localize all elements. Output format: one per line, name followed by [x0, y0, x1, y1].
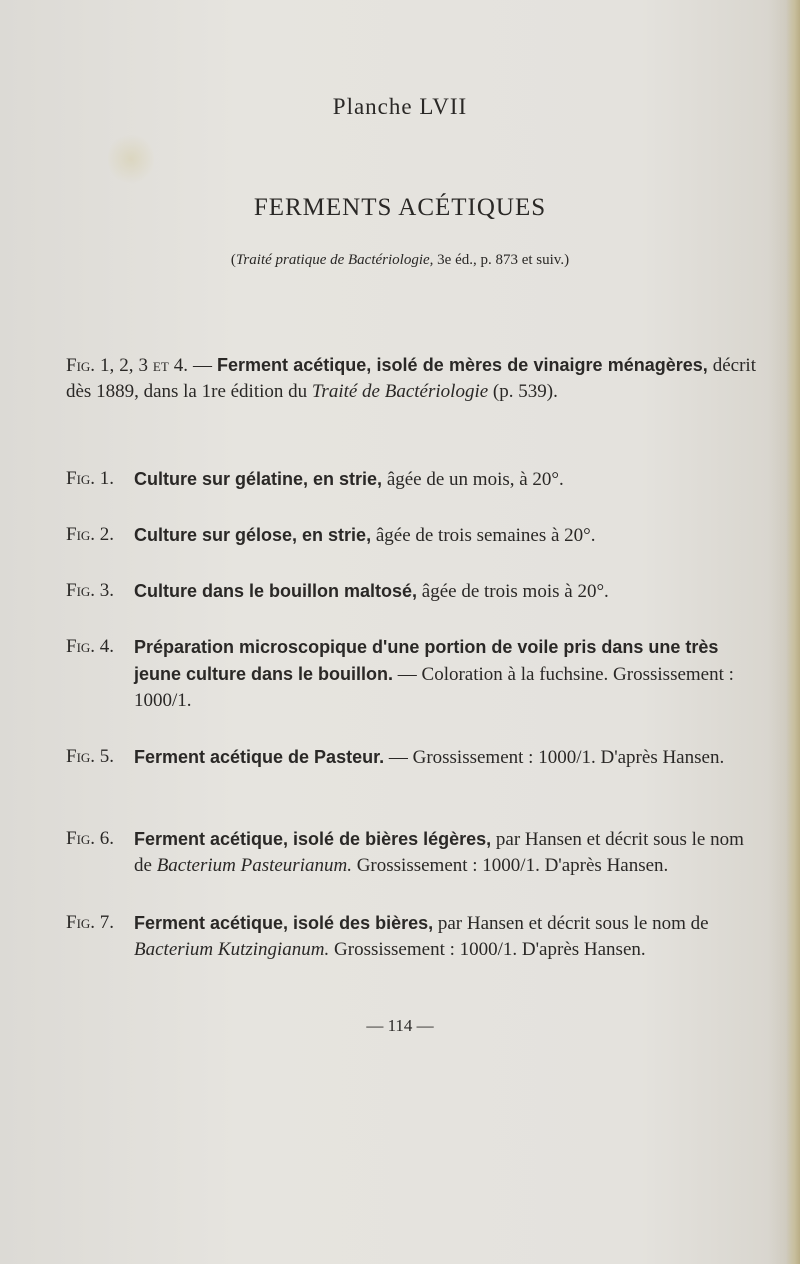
- reference-book-title: Traité pratique de Bactériologie,: [235, 252, 434, 268]
- reference-details: 3e éd., p. 873 et suiv.): [433, 252, 570, 268]
- figure-text-end: Grossissement : 1000/1. D'après Hansen.: [329, 939, 646, 960]
- page-title: FERMENTS ACÉTIQUES: [253, 194, 547, 221]
- figure-label: Fig. 7.: [66, 912, 115, 933]
- intro-label: Fig. 1, 2, 3 et 4. —: [66, 355, 217, 376]
- figure-text: âgée de un mois, à 20°.: [382, 469, 564, 490]
- intro-bold: Ferment acétique, isolé de mères de vinaigre ménagères,: [216, 355, 708, 375]
- figure-caption-2: [66, 522, 756, 549]
- figure-bold: Préparation microscopique d'une portion de voile pris dans une très jeune culture dans le bouillon.: [134, 637, 719, 684]
- reference-open: (: [230, 252, 236, 268]
- figure-species: Bacterium Kutzingianum.: [134, 939, 330, 960]
- figure-text-end: Grossissement : 1000/1. D'après Hansen.: [351, 855, 669, 876]
- figure-bold: Ferment acétique, isolé de bières légères,: [134, 829, 492, 849]
- intro-text: décrit dès 1889, dans la 1re édition du: [66, 355, 756, 402]
- figure-label: Fig. 6.: [66, 828, 115, 849]
- plate-label: Planche LVII: [332, 94, 468, 119]
- figure-text: — Grossissement : 1000/1. D'après Hansen.: [384, 747, 725, 768]
- figure-bold: Ferment acétique de Pasteur.: [134, 747, 385, 767]
- reference-line: [0, 252, 800, 269]
- figure-bold: Ferment acétique, isolé des bières,: [134, 913, 434, 933]
- figure-bold: Culture sur gélose, en strie,: [134, 525, 372, 545]
- figure-label: Fig. 4.: [66, 636, 115, 657]
- figure-caption-5: [66, 744, 756, 771]
- figure-label: Fig. 5.: [66, 746, 115, 767]
- figure-text: par Hansen et décrit sous le nom de: [134, 829, 744, 876]
- intro-paragraph: [66, 352, 756, 405]
- figure-text: par Hansen et décrit sous le nom de: [433, 913, 709, 934]
- figure-bold: Culture dans le bouillon maltosé,: [134, 581, 418, 601]
- figure-text: — Coloration à la fuchsine. Grossissement : 1000/1.: [134, 664, 734, 711]
- intro-book-title: Traité de Bactériologie: [311, 381, 489, 402]
- page-number: — 114 —: [366, 1016, 434, 1035]
- figure-caption-4: [66, 634, 756, 714]
- paper-stain: [108, 132, 154, 186]
- figure-label: Fig. 2.: [66, 524, 115, 545]
- figure-caption-3: [66, 578, 756, 605]
- figure-label: Fig. 1.: [66, 468, 115, 489]
- figure-bold: Culture sur gélatine, en strie,: [134, 469, 383, 489]
- figure-caption-1: [66, 466, 756, 493]
- figure-caption-7: [66, 910, 756, 963]
- intro-page: (p. 539).: [488, 381, 558, 402]
- page-edge: [786, 0, 800, 1264]
- figure-species: Bacterium Pasteurianum.: [156, 855, 352, 876]
- figure-text: âgée de trois semaines à 20°.: [371, 525, 596, 546]
- figure-label: Fig. 3.: [66, 580, 115, 601]
- figure-text: âgée de trois mois à 20°.: [417, 581, 609, 602]
- figure-caption-6: [66, 826, 756, 879]
